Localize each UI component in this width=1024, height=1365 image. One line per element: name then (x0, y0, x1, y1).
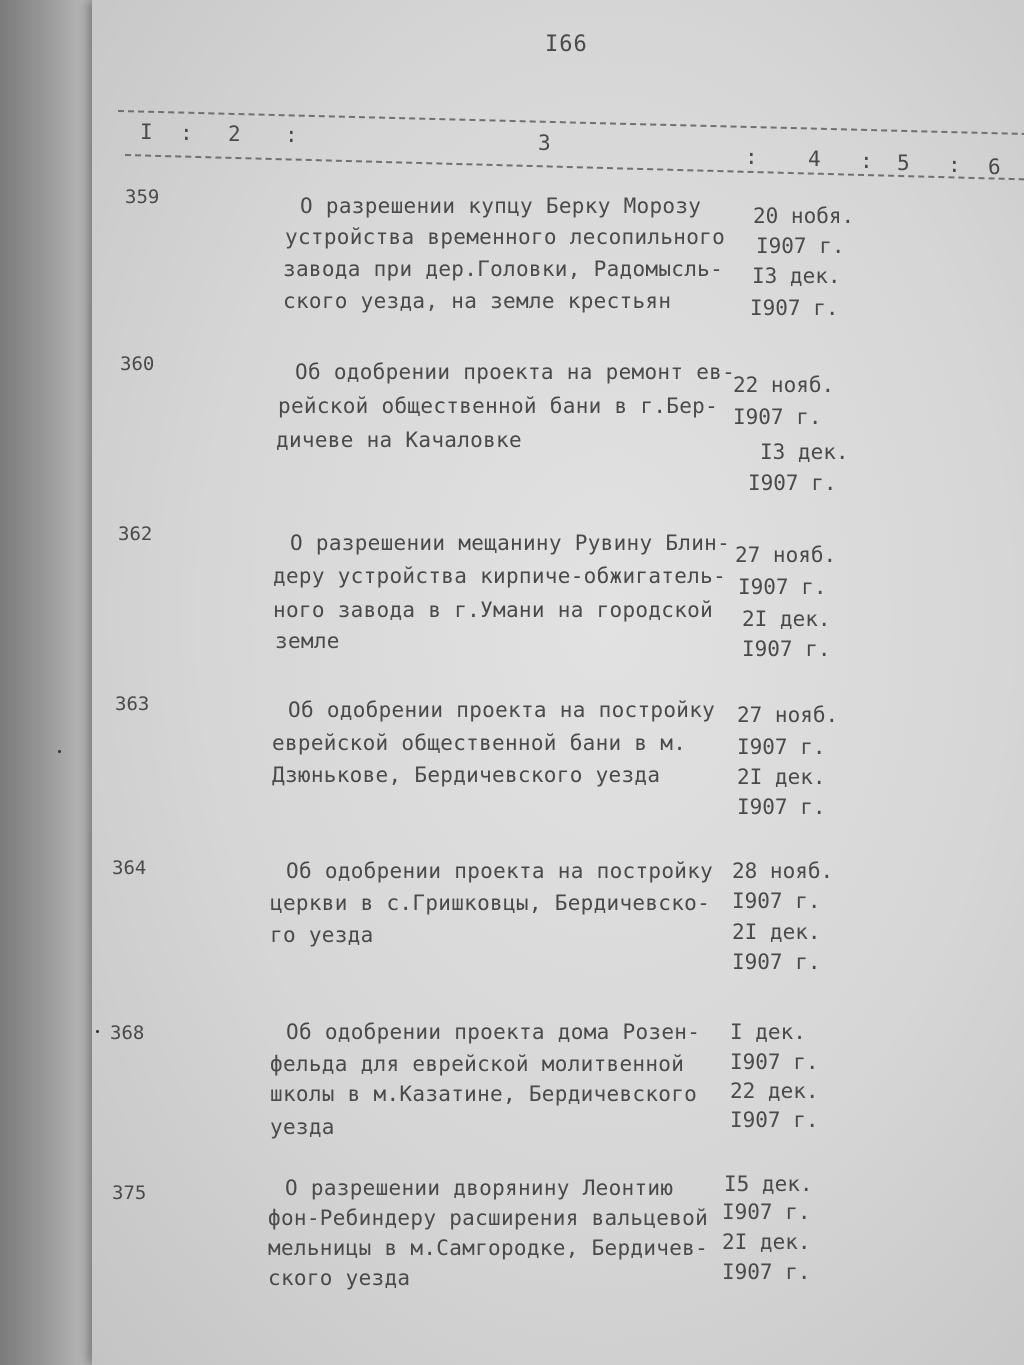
entry-text-line: О разрешении мещанину Рувину Блин- (290, 531, 731, 555)
entry-text-line: завода при дер.Головки, Радомысль- (283, 257, 724, 281)
column-separator: : (285, 123, 298, 147)
entry-number: 363 (115, 693, 150, 715)
column-separator: : (948, 153, 961, 177)
entry-text-line: Об одобрении проекта на постройку (286, 859, 714, 883)
margin-mark (58, 750, 61, 753)
entry-number: 364 (112, 857, 147, 879)
column-4-label: 4 (808, 147, 821, 171)
entry-date: I907 г. (737, 735, 826, 759)
page-number: I66 (545, 32, 588, 57)
column-separator: : (860, 149, 873, 173)
entry-number: 362 (118, 523, 153, 545)
entry-date: I907 г. (742, 637, 831, 661)
entry-date: I907 г. (756, 234, 845, 258)
entry-number: 368 (110, 1022, 145, 1044)
document-entry (0, 353, 1024, 513)
entry-date: I дек. (730, 1020, 806, 1044)
entry-number: 375 (112, 1182, 147, 1204)
entry-date: I907 г. (732, 950, 821, 974)
column-separator: : (745, 145, 758, 169)
entry-text-line: О разрешении купцу Берку Морозу (300, 194, 702, 218)
entry-text-line: О разрешении дворянину Леонтию (285, 1176, 674, 1200)
margin-mark (96, 1030, 99, 1033)
entry-date: I907 г. (738, 575, 827, 599)
entry-text-line: школы в м.Казатине, Бердичевского (270, 1082, 698, 1106)
column-3-label: 3 (538, 131, 551, 155)
entry-text-line: еврейской общественной бани в м. (272, 731, 687, 755)
entry-text-line: церкви в с.Гришковцы, Бердичевско- (270, 891, 711, 915)
document-entry (0, 1020, 1024, 1180)
entry-date: I907 г. (722, 1200, 811, 1224)
document-entry (0, 857, 1024, 1017)
entry-date: 22 дек. (730, 1079, 819, 1103)
entry-text-line: Об одобрении проекта на ремонт ев- (295, 360, 736, 384)
entry-date: I907 г. (733, 405, 822, 429)
entry-text-line: фон-Ребиндеру расширения вальцевой (268, 1206, 709, 1230)
document-entry (0, 693, 1024, 853)
entry-date: 20 нобя. (753, 204, 855, 228)
entry-date: 27 нояб. (735, 543, 837, 567)
entry-text-line: устройства временного лесопильного (285, 225, 726, 249)
column-separator: : (180, 121, 193, 145)
entry-text-line: Об одобрении проекта дома Розен- (286, 1020, 701, 1044)
entry-text-line: ского уезда (268, 1266, 411, 1290)
entry-date: 28 нояб. (732, 859, 834, 883)
entry-text-line: ского уезда, на земле крестьян (283, 289, 672, 313)
entry-text-line: Дзюньковe, Бердичевского уезда (272, 763, 661, 787)
entry-text-line: Об одобрении проекта на постройку (288, 698, 716, 722)
entry-date: I907 г. (732, 889, 821, 913)
entry-text-line: рейской общественной бани в г.Бер- (278, 394, 719, 418)
entry-text-line: фельда для еврейской молитвенной (270, 1052, 685, 1076)
column-1-label: I (140, 120, 153, 144)
column-6-label: 6 (988, 155, 1001, 179)
entry-date: 2I дек. (722, 1230, 811, 1254)
entry-date: 22 нояб. (733, 373, 835, 397)
table-column-header (0, 0, 1024, 200)
entry-text-line: деру устройства кирпиче-обжигатель- (273, 564, 727, 588)
document-entry (0, 186, 1024, 346)
document-entry (0, 1172, 1024, 1336)
entry-number: 359 (125, 186, 160, 208)
column-2-label: 2 (228, 122, 241, 146)
entry-text-line: дичеве на Качаловке (276, 428, 522, 452)
document-entry (0, 523, 1024, 683)
entry-date: I907 г. (737, 795, 826, 819)
entry-text-line: земле (275, 629, 340, 653)
entry-text-line: мельницы в м.Самгородке, Бердичев- (268, 1236, 709, 1260)
entry-date: 2I дек. (737, 765, 826, 789)
entry-date: 2I дек. (742, 607, 831, 631)
entry-text-line: ного завода в г.Умани на городской (273, 598, 714, 622)
entry-date: I5 дек. (724, 1172, 813, 1196)
entry-date: I907 г. (730, 1108, 819, 1132)
entry-date: I3 дек. (752, 264, 841, 288)
entry-number: 360 (120, 353, 155, 375)
column-5-label: 5 (897, 151, 910, 175)
entry-date: I907 г. (730, 1050, 819, 1074)
entry-date: 27 нояб. (737, 703, 839, 727)
entry-text-line: уезда (270, 1115, 335, 1139)
entry-date: I907 г. (722, 1260, 811, 1284)
entry-date: I3 дек. (760, 440, 849, 464)
entry-date: 2I дек. (732, 920, 821, 944)
entry-date: I907 г. (748, 471, 837, 495)
entry-text-line: го уезда (270, 923, 374, 947)
entry-date: I907 г. (750, 296, 839, 320)
